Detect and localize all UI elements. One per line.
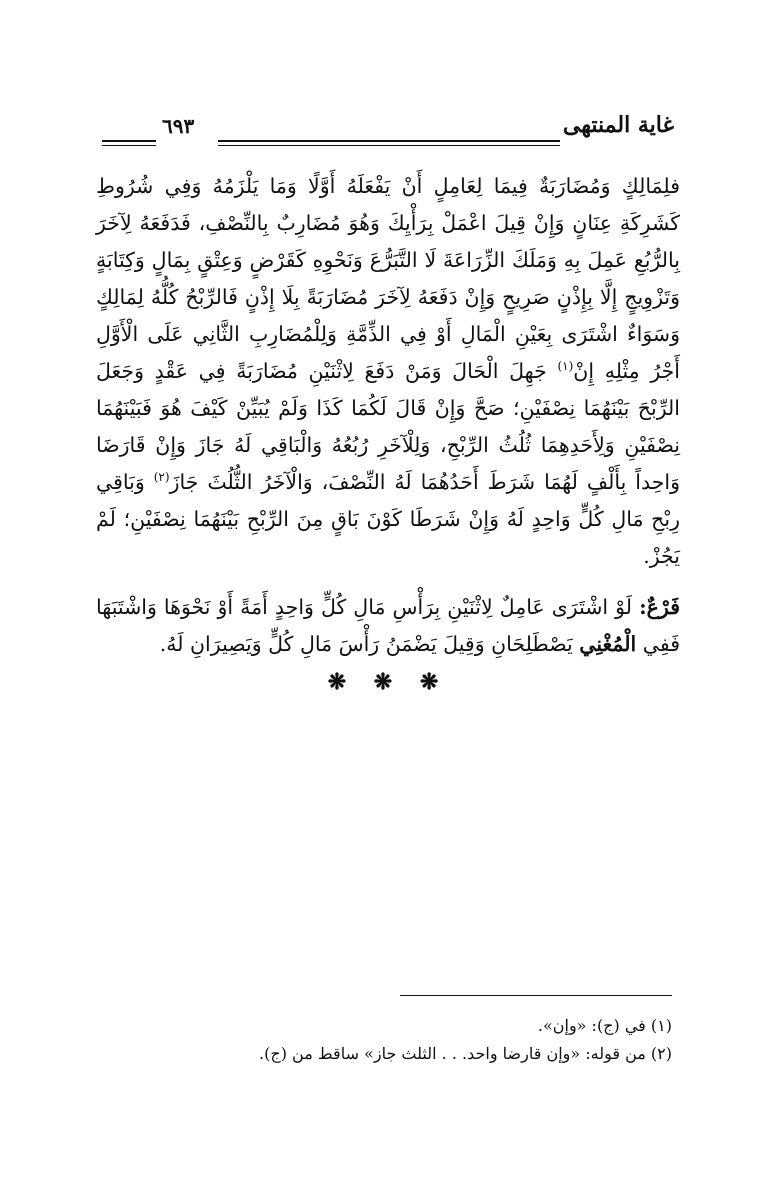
footnote-rule (400, 995, 672, 996)
paragraph-far-part-b: يَصْطَلِحَانِ وَقِيلَ يَضْمَنُ رَأْسَ مَالِ كُلٍّ وَيَصِيرَانِ لَهُ. (159, 632, 580, 656)
paragraph-main-part-b: جَهِلَ الْحَالَ وَمَنْ دَفَعَ لِاثْنَيْنِ مُضَارَبَةً فِي عَقْدٍ وَجَعَلَ الرِّبْحَ بَيْنَهُمَا نِصْفَيْنِ؛ صَحَّ وَإِنْ قَالَ لَكُمَا كَذَا وَلَمْ يُبَيِّنْ كَيْفَ هُوَ فَبَيْنَهُمَا نِصْفَيْنِ وَلِأَحَدِهِمَا ثُلُثُ الرِّبْحِ، وَلِلْآخَرِ رُبُعُهُ وَالْبَاقِي لَهُ جَازَ وَإِنْ قَارَضَا وَاحِداً بِأَلْفٍ لَهُمَا شَرَطَ أَحَدُهُمَا لَهُ النِّصْفَ، وَالْآخَرُ الثُّلُثَ جَازَ (96, 359, 680, 494)
page-number: ٦٩٣ (162, 114, 195, 138)
footnote-1: (١) في (ج): «وإن». (537, 1016, 672, 1035)
paragraph-main-part-c: وَبَاقِي رِبْحِ مَالِ كُلٍّ وَاحِدٍ لَهُ وَإِنْ شَرَطَا كَوْنَ بَاقٍ مِنَ الرِّبْحِ بَيْنَهُمَا نِصْفَيْنِ؛ لَمْ يَجُزْ. (96, 470, 680, 568)
header-rule-long (218, 140, 560, 142)
far-label: فَرْعٌ: (639, 595, 680, 619)
footnote-marker-2: (٢) (153, 470, 170, 485)
section-separator: ❋ ❋ ❋ (327, 669, 449, 695)
main-text (96, 168, 680, 695)
paragraph-main-part-a: فلِمَالِكٍ وَمُضَارَبَةٌ فِيمَا لِعَامِلٍ أَنْ يَفْعَلَهُ أَوَّلًا وَمَا يَلْزَمُهُ وَفِي شُرُوطِ كَشَرِكَةِ عِنَانٍ وَإِنْ قِيلَ اعْمَلْ بِرَأْيِكَ وَهُوَ مُضَارِبٌ بِالنِّصْفِ، فَدَفَعَهُ لِآخَرَ بِالرُّبُعِ عَمِلَ بِهِ وَمَلَكَ الزِّرَاعَةَ لَا التَّبَرُّعَ وَنَحْوِهِ كَقَرْضٍ وَعِتْقٍ بِمَالٍ وَكِتَابَةٍ وَتَزْوِيجٍ إِلَّا بِإِذْنٍ صَرِيحٍ وَإِنْ دَفَعَهُ لِآخَرَ مُضَارَبَةً بِلَا إِذْنٍ فَالرِّبْحُ كُلُّهُ لِمَالِكٍ وَسَوَاءٌ اشْتَرَى بِعَيْنِ الْمَالِ أَوْ فِي الذِّمَّةِ وَلِلْمُضَارِبِ الثَّانِي عَلَى الْأَوَّلِ أَجْرُ مِثْلِهِ إِنْ (96, 174, 680, 383)
paragraph-far (96, 589, 680, 663)
footnote-2: (٢) من قوله: «وإن قارضا واحد. . . الثلث جاز» ساقط من (ج). (259, 1044, 672, 1063)
running-header (100, 112, 674, 152)
book-title: غاية المنتهى (562, 112, 674, 138)
footnotes (100, 1012, 672, 1068)
paragraph-main (96, 168, 680, 575)
book-reference-mughni: الْمُغْنِي (579, 632, 637, 656)
paragraph-far-part-a: لَوْ اشْتَرَى عَامِلٌ لِاثْنَيْنِ بِرَأْسِ مَالِ كُلٍّ وَاحِدٍ أَمَةً أَوْ نَحْوَهَا وَاشْتَبَهَا فَفِي (96, 595, 680, 656)
footnote-marker-1: (١) (557, 359, 574, 374)
header-rule-short (102, 140, 156, 142)
